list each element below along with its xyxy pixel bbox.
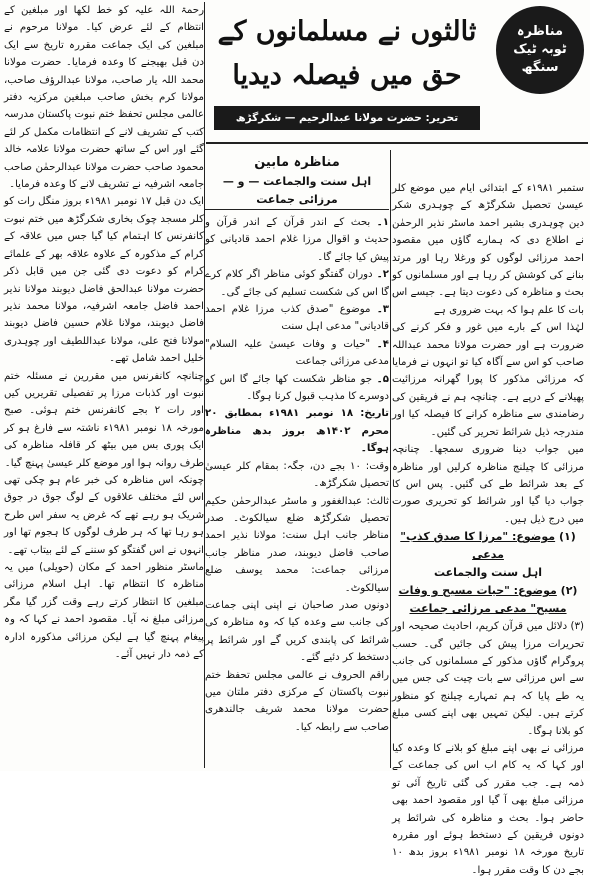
- topic-item-2: اہل سنت والجماعت: [434, 566, 542, 580]
- left-paragraph: ماسٹر منظور احمد کے مکان (حویلی) میں یہ مناظرہ کا انتظام تھا۔ اہل اسلام مرزائی مبلغین کا انتظار کرتے رہے وقت گزر گیا مگر مرزائی مبلغ نہ آیا۔ مقصود احمد نے کہا کہ وہ پیغام پہنچ گیا ہے لیکن مرزائی مذکورہ ادارہ کے ذمہ دار نہیں آئے۔: [4, 562, 204, 661]
- byline-bar: تحریر: حضرت مولانا عبدالرحیم — شکرگڑھ: [214, 106, 480, 130]
- middle-column: [205, 153, 389, 770]
- right-column: [392, 180, 584, 876]
- left-paragraph: ایک دن قبل ۱۷ نومبر ۱۹۸۱ء بروز منگل رات کو کلر مسجد چوک بخاری شکرگڑھ میں ختم نبوت کانفرنس کا اہتمام کیا گیا جس میں علاقہ کے کرام کے مذکورہ کے علاوہ علاقہ بھر کے علمائے کرام کو دعوت دی گئی جن میں قابل ذکر حضرت مولانا عبدالحق فاضل دیوبند مولانا نذیر احمد فاضل جامعہ اشرفیہ، مولانا محمد نذیر فاضل دیوبند، مولانا غلام حسین فاضل دیوبند مولانا فتح علی، مولانا عبداللطیف اور چوہدری خلیل احمد شامل تھے۔: [4, 196, 204, 365]
- right-paragraph: مرزائی نے بھی اپنے مبلغ کو بلانے کا وعدہ کیا اور کہا کہ یہ کام اب اس کی جماعت کے ذمہ ہے۔ جب مقرر کی گئی تاریخ آئی تو مرزائی مبلغ بھی آ گیا اور مقصود احمد بھی حاضر ہوا۔ بحث و مناظرہ کی شرائط پر دونوں فریقین کے دستخط ہوئے اور مقررہ تاریخ مورخہ ۱۸ نومبر ۱۹۸۱ء بروز بدھ ۱۰ بجے دن کا وقت مقرر ہوا۔: [392, 742, 584, 876]
- topic-item-3: (۲) موضوع: "حیات مسیح و وفات مسیح" مدعی مرزائی جماعت: [398, 584, 578, 616]
- parties-line: اہل سنت والجماعت — و — مرزائی جماعت: [205, 173, 389, 210]
- condition-point: ۲۔ دوران گفتگو کوئی مناظر اگر کلام کرے گا اس کی شکست تسلیم کی جائے گی۔: [205, 269, 389, 298]
- left-paragraph: رحمۃ اللہ علیہ کو خط لکھا اور مبلغین کے انتظام کے لئے عرض کیا۔ مولانا مرحوم نے مبلغین کی ایک جماعت مقررہ تاریخ سے ایک دن قبل بھیجنے کا وعدہ فرمایا۔ حضرت مولانا محمد اللہ یار صاحب، مولانا عبدالرؤف صاحب، مولانا کرم بخش صاحب مبلغین مرکزیہ دفتر عالمی مجلس تحفظ ختم نبوت پاکستان مدرسہ کتب کے تشریف لانے کے انتظامات مکمل کر لئے گئے اور اس کے ساتھ حضرت مولانا علامہ خالد محمود صاحب حضرت مولانا عبدالرحمٰن صاحب جامعہ اشرفیہ نے تشریف لانے کا وعدہ فرمایا۔: [4, 5, 204, 191]
- headline-bottom-rule: [206, 142, 588, 144]
- topic-item-1: (۱) موضوع: "مرزا کا صدق کذب" مدعی: [400, 530, 576, 562]
- condition-point: ۳۔ موضوع "صدق کذب مرزا غلام احمد قادیانی" مدعی اہل سنت: [205, 304, 390, 333]
- column-rule-right: [390, 150, 391, 768]
- left-paragraph: چونکہ اس مناظرہ کی خبر عام ہو چکی تھی اس لئے مختلف علاقوں کے لوگ جوق در جوق شریک ہو رہے تھے کہ غرض یہ سفر اس طرح ہو رہا تھا کہ ہر طرف لوگوں کا ہجوم تھا اور انہوں نے اس گفتگو کو سننے کے لئے بیتاب تھے۔: [4, 474, 204, 556]
- middle-paragraph: ثالث: عبدالغفور و ماسٹر عبدالرحمٰن حکیم تحصیل شکرگڑھ ضلع سیالکوٹ۔ صدر مناظر جانب اہل سنت: مولانا نذیر احمد صاحب فاضل دیوبند، صدر مناظر جانب مرزائی جماعت: محمد یوسف ضلع سیالکوٹ۔: [205, 495, 389, 594]
- headline-line-1: ثالثوں نے مسلمانوں کے: [217, 16, 477, 47]
- right-paragraph: ستمبر ۱۹۸۱ء کے ابتدائی ایام میں موضع کلر عیسیٰ تحصیل شکرگڑھ کے چوہدری شکر دین چوہدری بشیر احمد ماسٹر نذیر الرحمٰن نے اطلاع دی کہ ہمارے گاؤں میں مقصود احمد مرزائی لوگوں کو ورغلا رہا اور مرتد بنانے کی کوشش کر رہا ہے اور مسلمانوں کو بحث و مناظرہ کی دعوت دیتا ہے۔ جیسے اس بات کا علم ہوا کہ بہت ضروری ہے: [392, 183, 584, 316]
- condition-point: ۵۔ جو مناظر شکست کھا جائے گا اس کو دوسرے کا مذہب قبول کرنا ہوگا۔: [205, 373, 389, 403]
- headline: [206, 2, 488, 122]
- left-paragraph: چنانچہ کانفرنس میں مقررین نے مسئلہ ختم نبوت اور کذبات مرزا پر تفصیلی تقریریں کیں اور رات ۲ بجے کانفرنس ختم ہوئی۔ صبح مورخہ ۱۸ نومبر ۱۹۸۱ء ناشتہ سے فارغ ہو کر ایک پوری بس میں بیٹھ کر قافلہ مناظرہ کی طرف روانہ ہوا اور موضع کلر عیسیٰ پہنچ گیا۔: [4, 370, 204, 469]
- condition-point: ۱۔ بحث کے اندر قرآن کے اندر قرآن و حدیث و اقوال مرزا غلام احمد قادیانی کو پیش کیا جائے گا۔: [205, 217, 389, 263]
- munazra-badge: [496, 6, 584, 94]
- date-line: تاریخ: ۱۸ نومبر ۱۹۸۱ء بمطابق ۲۰ محرم ۱۴۰۲ھ بروز بدھ مناظرہ ہوگا۔: [205, 408, 390, 455]
- left-column: [4, 2, 204, 770]
- headline-line-2: حق میں فیصلہ دیدیا: [232, 60, 462, 91]
- middle-paragraph: راقم الحروف نے عالمی مجلس تحفظ ختم نبوت پاکستان کے مرکزی دفتر ملتان میں حضرت مولانا محمد شریف جالندھری صاحب سے رابطہ کیا۔: [205, 669, 389, 733]
- venue-line: وقت: ۱۰ بجے دن، جگہ: بمقام کلر عیسیٰ تحصیل شکرگڑھ۔: [205, 460, 389, 490]
- section-title: مناظرہ مابین: [254, 155, 340, 170]
- badge-text: مناظرہ ٹوبہ ٹیک سنگھ: [513, 24, 567, 75]
- right-paragraph: لہٰذا اس کے بارے میں غور و فکر کرنے کی ضرورت ہے اور حضرت مولانا محمد عبداللہ صاحب کو اس سے آگاہ کیا تو انہوں نے فرمایا کہ مرزائی مذکور کا پورا گھرانہ مرزائیت پھیلانے کے درپے ہے۔ چنانچہ ہم نے فریقین کی رضامندی سے مناظرہ کرانے کا فیصلہ کیا اور مندرجہ ذیل شرائط تحریر کی گئیں۔: [392, 322, 584, 438]
- right-paragraph: (۳) دلائل میں قرآن کریم، احادیث صحیحہ اور تحریرات مرزا پیش کی جائیں گی۔ حسب پروگرام گاؤں مذکور کے مسلمانوں کی جانب سے اس مرزائی سے بات چیت کی جس میں یہ طے پایا کہ ہم تمہارے چیلنج کو منظور کرتے ہیں۔ لیکن تمہیں بھی اپنے کسی مبلغ کو بلانا ہوگا۔: [392, 621, 584, 737]
- headline-block: [206, 2, 588, 142]
- right-paragraph: میں جواب دینا ضروری سمجھا۔ چنانچہ مرزائی کا چیلنج مناظرہ کرلیں اور مناظرہ کے بعد شرائط طے کی گئیں۔ پس اس کا جواب دیا گیا اور شرائط کو تحریری صورت میں درج ذیل ہیں۔: [392, 444, 584, 525]
- middle-paragraph: دونوں صدر صاحبان نے اپنی اپنی جماعت کی جانب سے وعدہ کیا کہ وہ مناظرہ کی شرائط کی پابندی کریں گے اور شرائط پر دستخط کر دئیے گئے۔: [205, 599, 389, 664]
- condition-point: ۴۔ "حیات و وفات عیسیٰ علیہ السلام" مدعی مرزائی جماعت: [205, 338, 389, 368]
